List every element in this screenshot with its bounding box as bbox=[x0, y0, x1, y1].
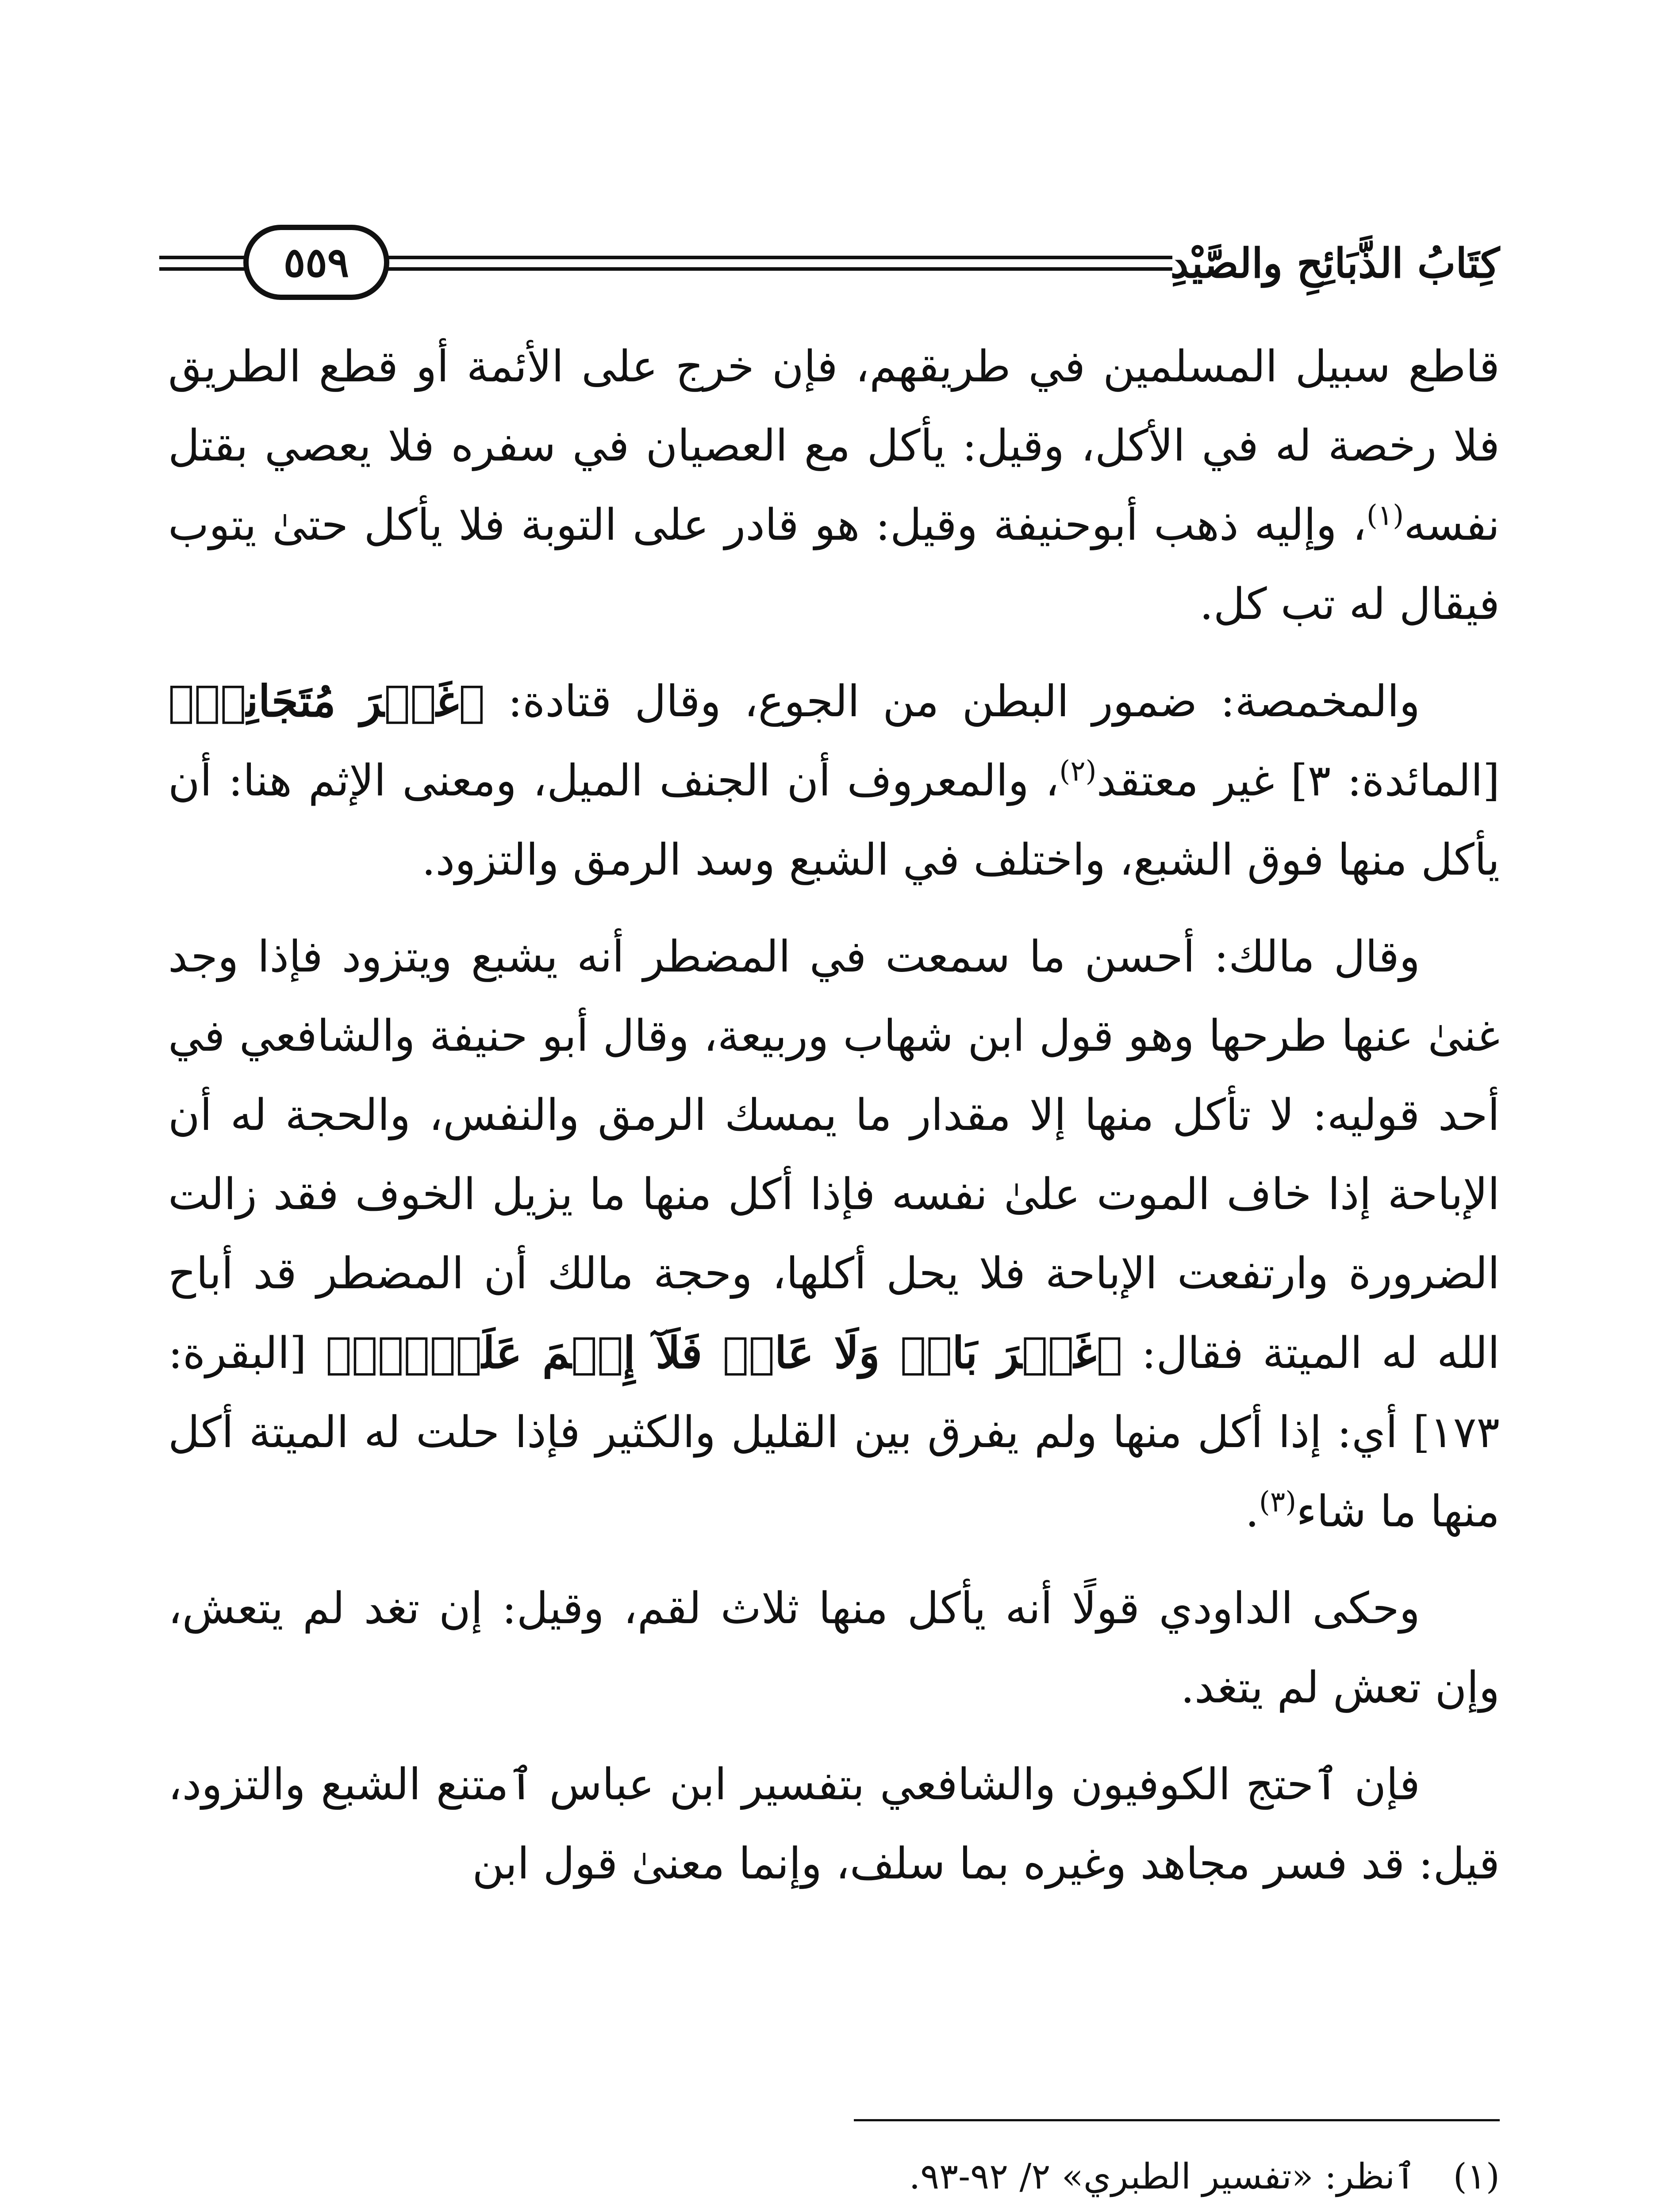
footnote-separator bbox=[854, 2119, 1500, 2121]
text-span: وقال مالك: أحسن ما سمعت في المضطر أنه يشبع ويتزود فإذا وجد غنىٰ عنها طرحها وهو قول ابن شهاب وربيعة، وقال أبو حنيفة والشافعي في أحد قوليه: لا تأكل منها إلا مقدار ما يمسك الرمق والنفس، والحجة له أن الإباحة إذا خاف الموت علىٰ نفسه فإذا أكل منها ما يزيل الخوف فقد زالت الضرورة وارتفعت الإباحة فلا يحل أكلها، وحجة مالك أن المضطر قد أباح الله له الميتة فقال: bbox=[168, 932, 1500, 1379]
paragraph-4: وحكى الداودي قولًا أنه يأكل منها ثلاث لقم، وقيل: إن تغد لم يتعش، وإن تعش لم يتغد. bbox=[168, 1583, 1500, 1713]
paragraph-2 bbox=[168, 662, 1500, 900]
text-span: قاطع سبيل المسلمين في طريقهم، فإن خرج على الأئمة أو قطع الطريق فلا رخصة له في الأكل، وقيل: يأكل مع العصيان في سفره فلا يعصي بقتل نفسه bbox=[168, 342, 1500, 550]
text-span: [المائدة: ٣] غير معتقد bbox=[1096, 756, 1500, 806]
header-rule-left bbox=[159, 256, 248, 259]
header-rule-left bbox=[159, 267, 248, 271]
quran-quote: ﴿غَيۡرَ مُتَجَانِفٖ﴾ bbox=[168, 676, 485, 727]
quran-quote: ﴿غَيۡرَ بَاغٖ وَلَا عَادٖ فَلَآ إِثۡمَ عَلَيۡهِۚ﴾ bbox=[326, 1328, 1123, 1379]
footnotes bbox=[168, 2146, 1500, 2212]
text-span: ، وإليه ذهب أبوحنيفة وقيل: هو قادر على التوبة فلا يأكل حتىٰ يتوب فيقال له تب كل. bbox=[168, 500, 1500, 630]
page-number-badge bbox=[243, 225, 389, 300]
chapter-title: كِتَابُ الذَّبَائِحِ والصَّيْدِ bbox=[1170, 239, 1500, 287]
page-header bbox=[159, 221, 1500, 305]
paragraph-1 bbox=[168, 327, 1500, 644]
footnote-number: (١) bbox=[1453, 2156, 1500, 2197]
footnote-ref-2[interactable]: (٢) bbox=[1059, 755, 1097, 788]
footnote-text: ٱنظر: «تفسير الطبري» ٢/ ٩٢-٩٣. bbox=[909, 2156, 1416, 2197]
text-span: والمخمصة: ضمور البطن من الجوع، وقال قتادة: bbox=[484, 676, 1420, 727]
text-span: . bbox=[1245, 1486, 1259, 1537]
text-span: ، والمعروف أن الجنف الميل، ومعنى الإثم هنا: أن يأكل منها فوق الشبع، واختلف في الشبع وسد الرمق والتزود. bbox=[168, 756, 1500, 885]
footnote-1 bbox=[168, 2146, 1500, 2208]
text-span: [البقرة: ١٧٣] أي: إذا أكل منها ولم يفرق بين القليل والكثير فإذا حلت له الميتة أكل منها ما شاء bbox=[168, 1328, 1500, 1537]
page-number: ٥٥٩ bbox=[283, 238, 349, 286]
main-text bbox=[168, 327, 1500, 1921]
paragraph-5: فإن ٱحتج الكوفيون والشافعي بتفسير ابن عباس ٱمتنع الشبع والتزود، قيل: قد فسر مجاهد وغيره بما سلف، وإنما معنىٰ قول ابن bbox=[168, 1759, 1500, 1889]
footnote-ref-1[interactable]: (١) bbox=[1366, 499, 1404, 532]
footnote-ref-3[interactable]: (٣) bbox=[1259, 1486, 1297, 1519]
header-rule-middle bbox=[385, 256, 1172, 259]
header-rule-middle bbox=[385, 267, 1172, 271]
paragraph-3 bbox=[168, 918, 1500, 1551]
